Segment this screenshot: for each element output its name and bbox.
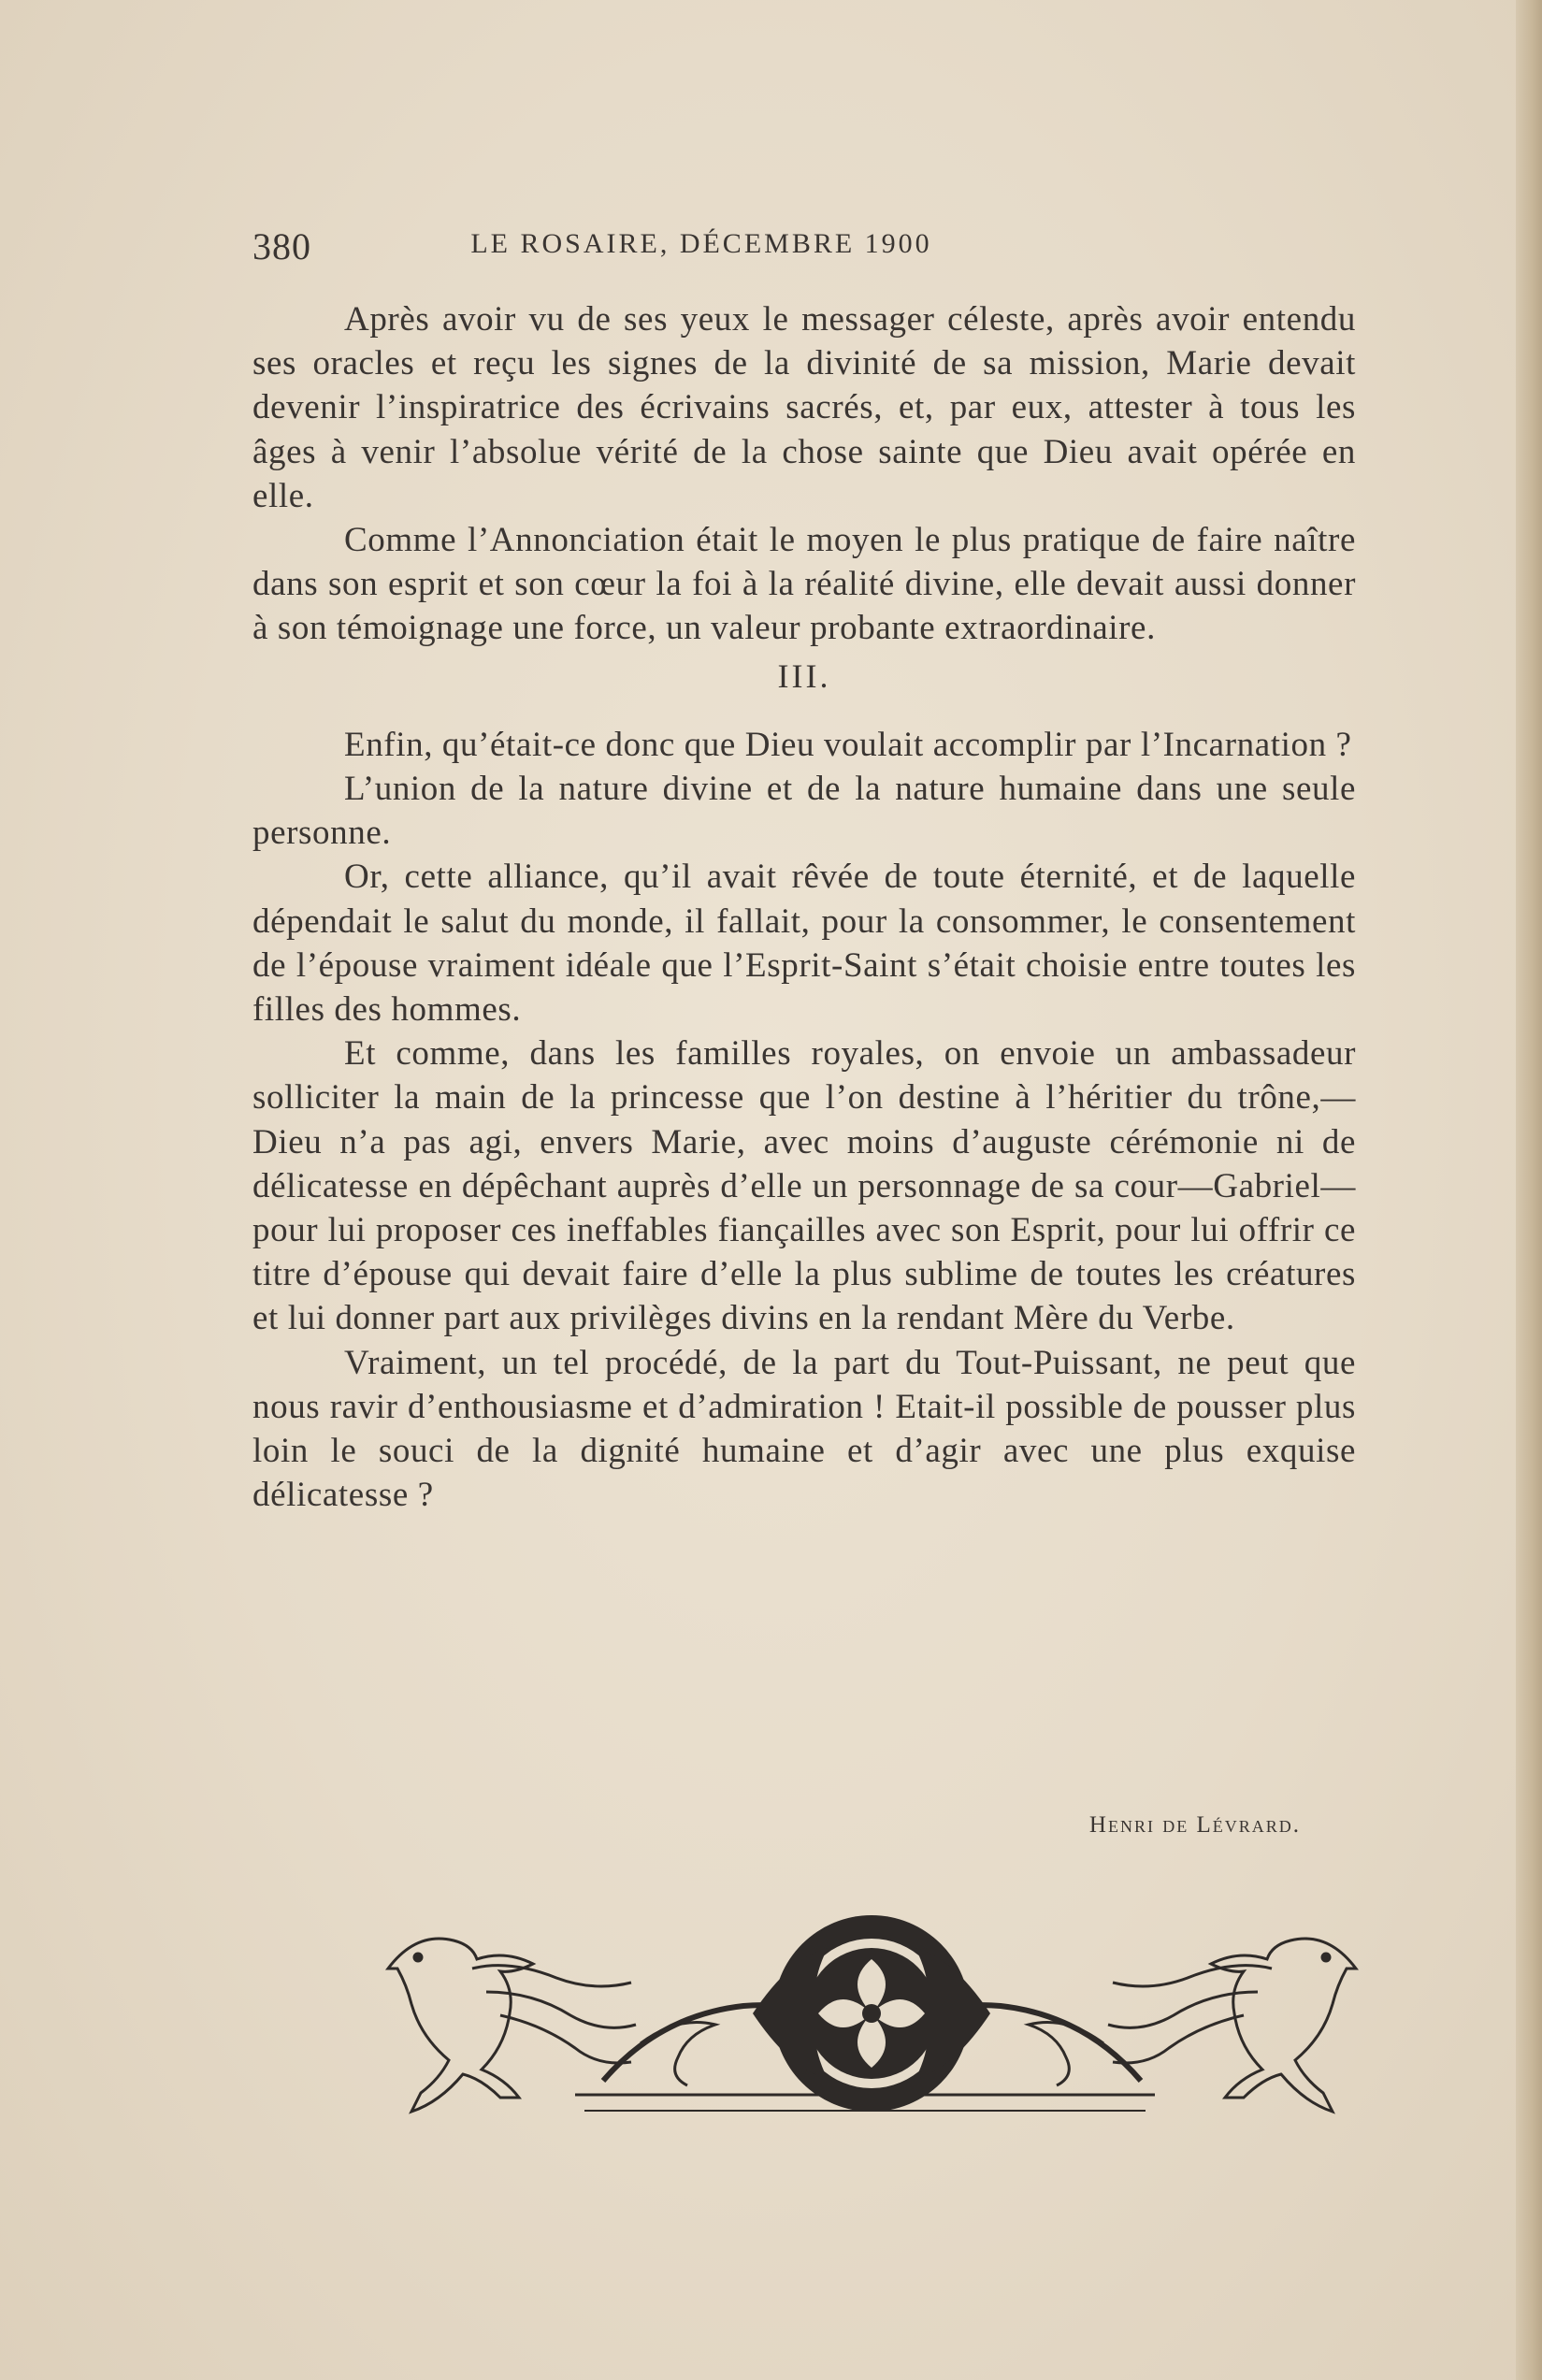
paragraph: Et comme, dans les familles royales, on envoie un ambassadeur solliciter la main de la princesse que l’on destine à l’héritier du trône,—Dieu n’a pas agi, envers Marie, avec moins d’auguste cérémonie ni de délicatesse en dépêchant auprès d’elle un personnage de sa cour—Gabriel—pour lui proposer ces ineffables fiançailles avec son Esprit, pour lui offrir ce titre d’épouse qui devait faire d’elle la plus sublime de toutes les créatures et lui donner part aux privilèges divins en la rendant Mère du Verbe. bbox=[252, 1034, 1356, 1338]
running-title: LE ROSAIRE, DÉCEMBRE 1900 bbox=[470, 228, 932, 259]
paragraph: Or, cette alliance, qu’il avait rêvée de toute éternité, et de laquelle dépendait le salut du monde, il fallait, pour la consommer, le consentement de l’épouse vraiment idéale que l’Esprit-Saint s’était choisie entre toutes les filles des hommes. bbox=[252, 858, 1356, 1030]
paragraph: Enfin, qu’était-ce donc que Dieu voulait accomplir par l’Incarnation ? bbox=[344, 725, 1352, 764]
section-number: III. bbox=[777, 656, 831, 695]
page-header bbox=[252, 224, 1066, 281]
author-signature: Henri de Lévrard. bbox=[1088, 1812, 1301, 1838]
page-spine-edge bbox=[1516, 0, 1542, 2380]
article-body bbox=[252, 297, 1356, 1517]
paragraph: Comme l’Annonciation était le moyen le plus pratique de faire naître dans son esprit et son cœur la foi à la réalité divine, elle devait aussi donner à son témoignage une force, un valeur probante extraordinaire. bbox=[252, 521, 1356, 648]
paragraph: L’union de la nature divine et de la nature humaine dans une seule personne. bbox=[252, 770, 1356, 853]
page-number: 380 bbox=[252, 225, 311, 267]
paragraph: Après avoir vu de ses yeux le messager céleste, après avoir entendu ses oracles et reçu les signes de la divinité de sa mission, Marie devait devenir l’inspiratrice des écrivains sacrés, et, par eux, attester à tous les âges à venir l’absolue vérité de la chose sainte que Dieu avait opérée en elle. bbox=[252, 300, 1356, 515]
griffin-tailpiece-ornament-icon bbox=[360, 1903, 1384, 2128]
paragraph: Vraiment, un tel procédé, de la part du Tout-Puissant, ne peut que nous ravir d’enthousiasme et d’admiration ! Etait-il possible de pousser plus loin le souci de la dignité humaine et d’agir avec une plus exquise délicatesse ? bbox=[252, 1343, 1356, 1515]
